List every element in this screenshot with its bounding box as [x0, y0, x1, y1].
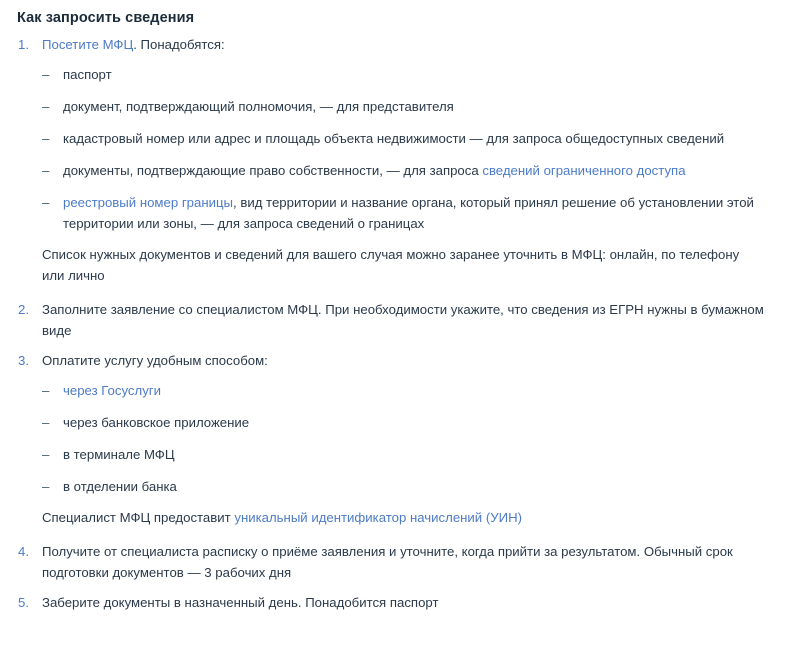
step-1-lead-rest: . Понадобятся:: [133, 37, 225, 52]
step-text-4: Получите от специалиста расписку о приёме заявления и уточните, когда прийти за результатом. Обычный срок подготовки документов — 3 рабочих дня: [42, 544, 733, 580]
sub-item-text: через банковское приложение: [63, 415, 250, 430]
step-item-2: [16, 299, 778, 341]
dash-bullet-icon: –: [42, 479, 50, 494]
step-3-note-pre: Специалист МФЦ предоставит: [42, 510, 235, 525]
step-number-4: 4.: [18, 544, 29, 559]
sub-item-text: [63, 163, 696, 178]
sub-item-text: [63, 195, 754, 231]
list-item: [42, 476, 778, 497]
link-uin-identifier[interactable]: уникальный идентификатор начислений (УИН): [234, 510, 522, 525]
sub-item-text: в отделении банка: [63, 479, 177, 494]
list-item: [42, 192, 778, 234]
step-3-sub-list: [42, 380, 778, 497]
step-1-note: Список нужных документов и сведений для вашего случая можно заранее уточнить в МФЦ: онлайн, по телефону или лично: [42, 247, 740, 283]
step-number-3: 3.: [18, 353, 29, 368]
step-text-5: Заберите документы в назначенный день. Понадобится паспорт: [42, 595, 439, 610]
list-item: [42, 412, 778, 433]
step-item-3: [16, 350, 778, 528]
link-visit-mfc[interactable]: Посетите МФЦ: [42, 37, 134, 52]
link-restricted-access-info[interactable]: сведений ограниченного доступа: [482, 163, 686, 178]
spacer: [16, 532, 778, 541]
step-text-3: Оплатите услугу удобным способом:: [42, 353, 268, 368]
sub-item-text: в терминале МФЦ: [63, 447, 175, 462]
dash-bullet-icon: –: [42, 447, 50, 462]
dash-bullet-icon: –: [42, 67, 50, 82]
sub-item-text: паспорт: [63, 67, 112, 82]
dash-bullet-icon: –: [42, 99, 50, 114]
dash-bullet-icon: –: [42, 195, 50, 210]
step-item-4: [16, 541, 778, 583]
step-1-sub-list: [42, 64, 778, 234]
dash-bullet-icon: –: [42, 163, 50, 178]
list-item: [42, 444, 778, 465]
spacer: [16, 290, 778, 299]
step-number-2: 2.: [18, 302, 29, 317]
dash-bullet-icon: –: [42, 415, 50, 430]
list-item: [42, 380, 778, 401]
sub-item-text: документ, подтверждающий полномочия, — для представителя: [63, 99, 454, 114]
list-item: [42, 160, 778, 181]
step-text-1: [42, 34, 778, 55]
sub-item-text: [63, 383, 171, 398]
step-number-5: 5.: [18, 595, 29, 610]
step-3-note: [42, 507, 778, 528]
sub-item-text-pre: документы, подтверждающие право собственности, — для запроса: [63, 163, 483, 178]
step-item-5: [16, 592, 778, 613]
page-title: Как запросить сведения: [17, 10, 195, 26]
sub-item-text-post: , вид территории и название органа, который принял решение об установлении этой территории или зоны, — для запроса сведений о границах: [63, 195, 754, 231]
steps-ordered-list: [16, 34, 778, 613]
list-item: [42, 64, 778, 85]
dash-bullet-icon: –: [42, 131, 50, 146]
step-number-1: 1.: [18, 37, 29, 52]
list-item: [42, 128, 778, 149]
sub-item-text: кадастровый номер или адрес и площадь объекта недвижимости — для запроса общедоступных сведений: [63, 131, 725, 146]
list-item: [42, 96, 778, 117]
step-item-1: [16, 34, 778, 286]
link-registry-border-number[interactable]: реестровый номер границы: [63, 195, 233, 210]
step-text-2: Заполните заявление со специалистом МФЦ. При необходимости укажите, что сведения из ЕГРН нужны в бумажном виде: [42, 302, 764, 338]
link-via-gosuslugi[interactable]: через Госуслуги: [63, 383, 161, 398]
dash-bullet-icon: –: [42, 383, 50, 398]
